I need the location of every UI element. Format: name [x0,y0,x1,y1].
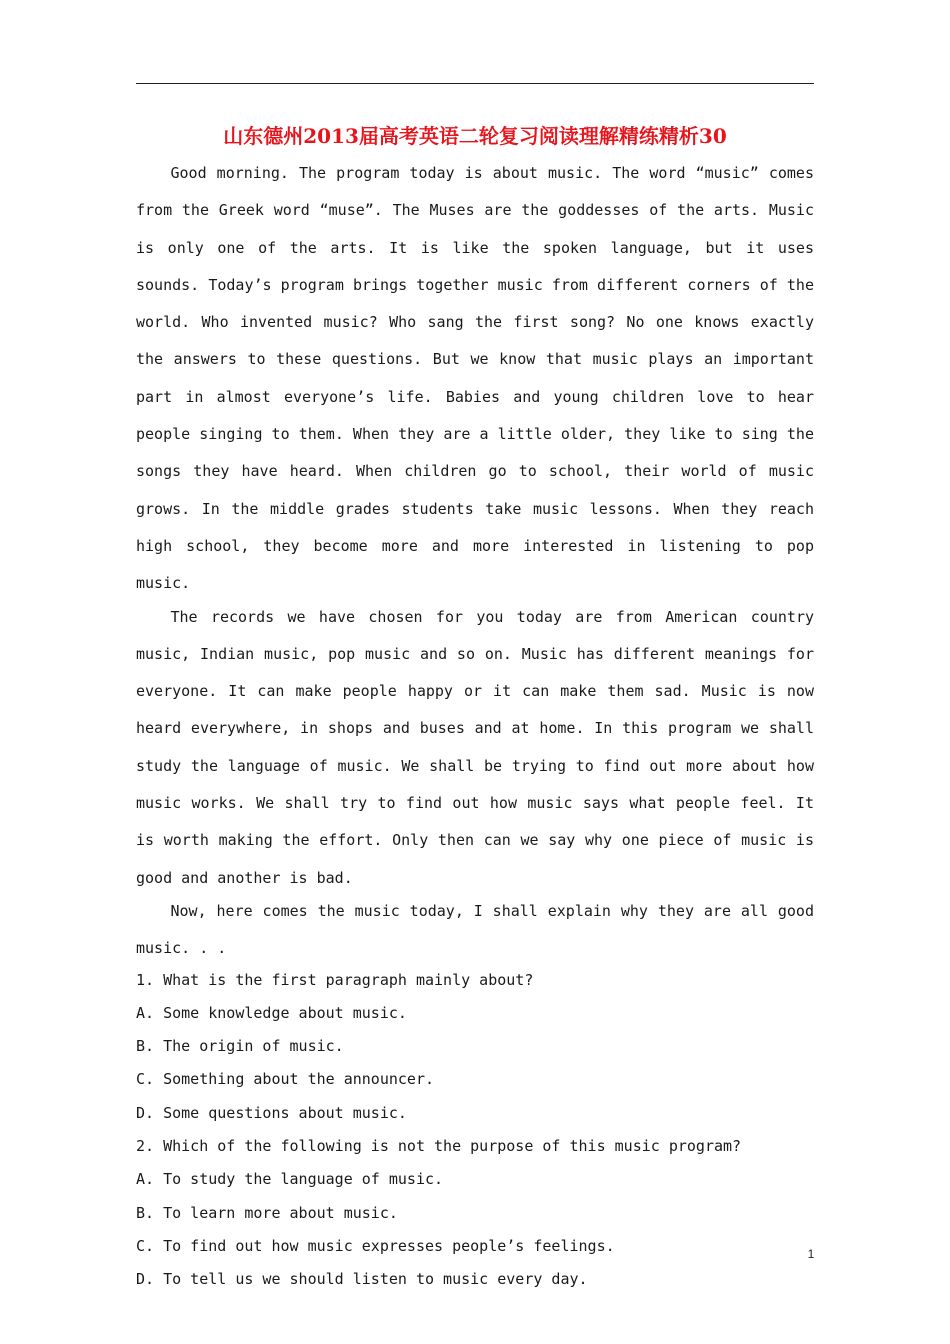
question-1-option-b: B. The origin of music. [136,1037,344,1056]
question-1-option-a: A. Some knowledge about music. [136,1003,407,1022]
header-rule [136,83,814,84]
question-2-option-d: D. To tell us we should listen to music every day. [136,1270,588,1289]
page-number: 1 [807,1247,815,1261]
question-list [136,964,814,1297]
question-1-stem: 1. What is the first paragraph mainly about? [136,970,534,989]
question-1-option-c: C. Something about the announcer. [136,1070,435,1089]
document-body [136,155,814,1297]
passage-paragraph-3: Now, here comes the music today, I shall explain why they are all good music. . . [136,901,814,958]
passage-paragraph-2: The records we have chosen for you today are from American country music, Indian music, pop music and so on. Music has different meanings for everyone. It can make people happy or it can make them sad. Music is now heard everywhere, in shops and buses and at home. In this program we shall study the language of music. We shall be trying to find out more about how music works. We shall try to find out how music says what people feel. It is worth making the effort. Only then can we say why one piece of music is good and another is bad. [136,607,814,887]
question-2-option-b: B. To learn more about music. [136,1203,398,1222]
question-2-stem: 2. Which of the following is not the purpose of this music program? [136,1137,742,1156]
question-2-option-a: A. To study the language of music. [136,1170,444,1189]
question-2-option-c: C. To find out how music expresses people’s feelings. [136,1236,615,1255]
document-title: 山东德州2013届高考英语二轮复习阅读理解精练精析30 [223,124,727,148]
question-1-option-d: D. Some questions about music. [136,1103,407,1122]
passage-paragraph-1: Good morning. The program today is about music. The word “music” comes from the Greek word “muse”. The Muses are the goddesses of the arts. Music is only one of the arts. It is like the spoken language, but it uses sounds. Today’s program brings together music from different corners of the world. Who invented music? Who sang the first song? No one knows exactly the answers to these questions. But we know that music plays an important part in almost everyone’s life. Babies and young children love to hear people singing to them. When they are a little older, they like to sing the songs they have heard. When children go to school, their world of music grows. In the middle grades students take music lessons. When they reach high school, they become more and more interested in listening to pop music. [136,164,814,593]
